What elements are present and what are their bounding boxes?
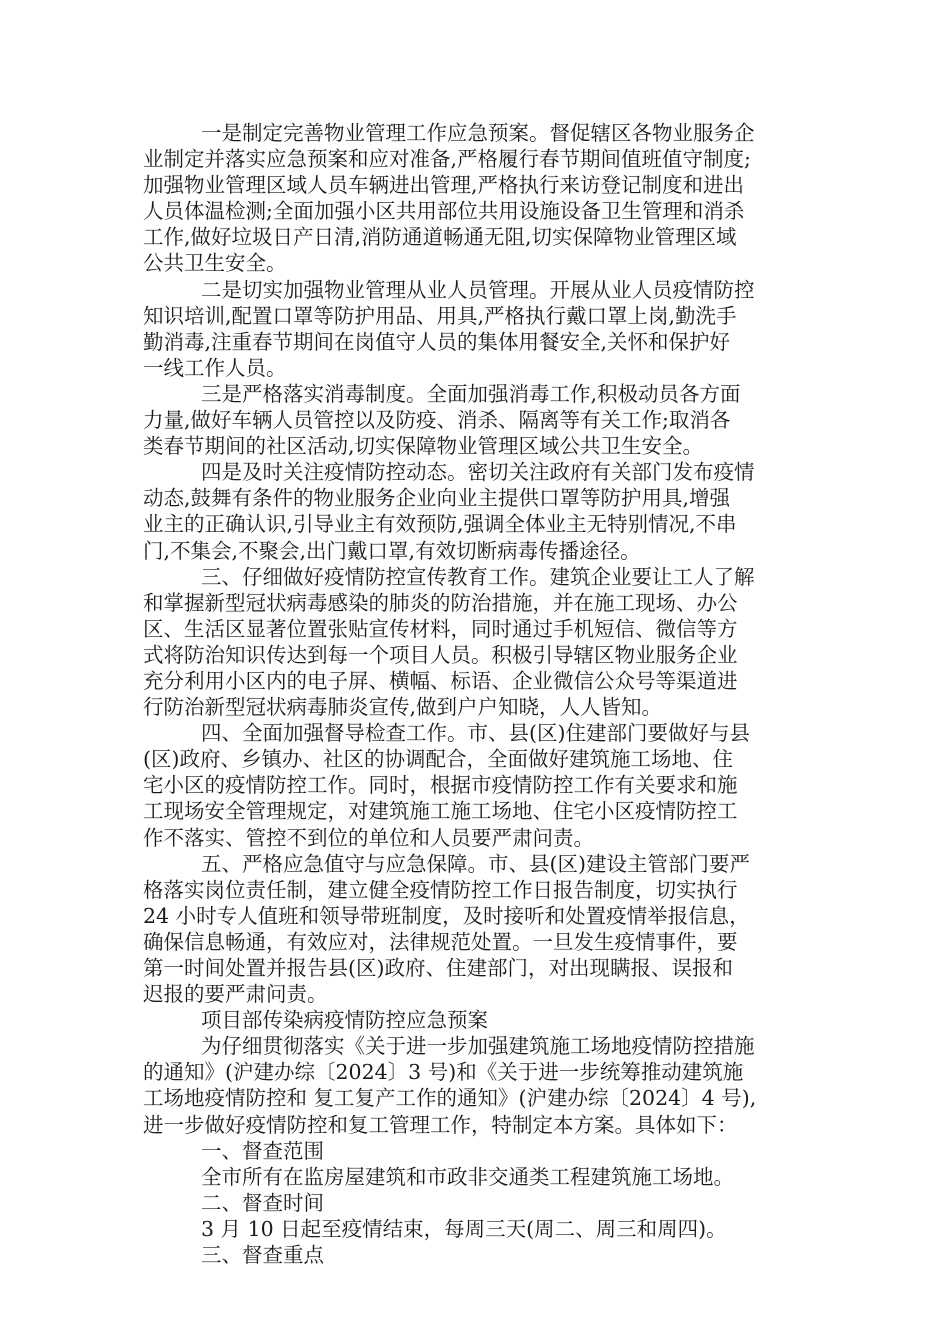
text-line: 业制定并落实应急预案和应对准备,严格履行春节期间值班值守制度;: [143, 147, 751, 172]
text-line: 力量,做好车辆人员管控以及防疫、消杀、隔离等有关工作;取消各: [143, 408, 731, 433]
text-line: 动态,鼓舞有条件的物业服务企业向业主提供口罩等防护用具,增强: [143, 486, 731, 511]
text-line: 全市所有在监房屋建筑和市政非交通类工程建筑施工场地。: [201, 1164, 734, 1189]
text-line: 项目部传染病疫情防控应急预案: [201, 1008, 488, 1033]
text-line: 工场地疫情防控和 复工复产工作的通知》(沪建办综〔2024〕4 号),: [143, 1086, 757, 1111]
text-line: 作不落实、管控不到位的单位和人员要严肃问责。: [143, 825, 594, 850]
text-line: 人员体温检测;全面加强小区共用部位共用设施设备卫生管理和消杀: [143, 199, 745, 224]
text-line: 二是切实加强物业管理从业人员管理。开展从业人员疫情防控: [201, 277, 755, 302]
text-line: 工作,做好垃圾日产日清,消防通道畅通无阻,切实保障物业管理区域: [143, 225, 737, 250]
text-line: 区、生活区显著位置张贴宣传材料，同时通过手机短信、微信等方: [143, 616, 738, 641]
text-line: 进一步做好疫情防控和复工管理工作，特制定本方案。具体如下：: [143, 1112, 738, 1137]
text-line: 一是制定完善物业管理工作应急预案。督促辖区各物业服务企: [201, 121, 755, 145]
text-line: 的通知》(沪建办综〔2024〕3 号)和《关于进一步统筹推动建筑施: [143, 1060, 744, 1085]
text-line: (区)政府、乡镇办、社区的协调配合，全面做好建筑施工场地、住: [143, 747, 733, 772]
text-line: 门,不集会,不聚会,出门戴口罩,有效切断病毒传播途径。: [143, 538, 641, 563]
text-line: 24 小时专人值班和领导带班制度，及时接听和处置疫情举报信息，: [143, 903, 750, 928]
text-line: 为仔细贯彻落实《关于进一步加强建筑施工场地疫情防控措施: [201, 1034, 755, 1059]
text-line: 工现场安全管理规定，对建筑施工施工场地、住宅小区疫情防控工: [143, 799, 738, 824]
text-line: 确保信息畅通，有效应对，法律规范处置。一旦发生疫情事件，要: [143, 929, 738, 954]
text-line: 和掌握新型冠状病毒感染的肺炎的防治措施，并在施工现场、办公: [143, 590, 738, 615]
text-line: 宅小区的疫情防控工作。同时，根据市疫情防控工作有关要求和施: [143, 773, 738, 798]
text-line: 格落实岗位责任制，建立健全疫情防控工作日报告制度，切实执行: [143, 877, 738, 902]
text-line: 三、仔细做好疫情防控宣传教育工作。建筑企业要让工人了解: [201, 564, 755, 589]
text-line: 四是及时关注疫情防控动态。密切关注政府有关部门发布疫情: [201, 460, 755, 485]
text-line: 二、督查时间: [201, 1190, 324, 1215]
text-line: 勤消毒,注重春节期间在岗值守人员的集体用餐安全,关怀和保护好: [143, 329, 731, 354]
text-line: 三、督查重点: [201, 1243, 324, 1268]
text-line: 一线工作人员。: [143, 355, 287, 380]
text-line: 公共卫生安全。: [143, 251, 287, 276]
text-line: 加强物业管理区域人员车辆进出管理,严格执行来访登记制度和进出: [143, 173, 745, 198]
text-line: 知识培训,配置口罩等防护用品、用具,严格执行戴口罩上岗,勤洗手: [143, 303, 737, 328]
text-line: 类春节期间的社区活动,切实保障物业管理区域公共卫生安全。: [143, 434, 704, 459]
document-body: [143, 120, 813, 1268]
text-line: 行防治新型冠状病毒肺炎宣传,做到户户知晓，人人皆知。: [143, 695, 663, 720]
text-line: 充分利用小区内的电子屏、横幅、标语、企业微信公众号等渠道进: [143, 668, 738, 693]
text-line: 业主的正确认识,引导业主有效预防,强调全体业主无特别情况,不串: [143, 512, 737, 537]
text-line: 式将防治知识传达到每一个项目人员。积极引导辖区物业服务企业: [143, 642, 738, 667]
text-line: 三是严格落实消毒制度。全面加强消毒工作,积极动员各方面: [201, 381, 741, 406]
text-line: 五、严格应急值守与应急保障。市、县(区)建设主管部门要严: [201, 851, 750, 876]
text-line: 四、全面加强督导检查工作。市、县(区)住建部门要做好与县: [201, 721, 750, 746]
text-line: 迟报的要严肃问责。: [143, 982, 328, 1007]
text-line: 3 月 10 日起至疫情结束，每周三天(周二、周三和周四)。: [201, 1216, 727, 1241]
text-line: 第一时间处置并报告县(区)政府、住建部门，对出现瞒报、误报和: [143, 956, 733, 980]
text-line: 一、督查范围: [201, 1138, 324, 1163]
